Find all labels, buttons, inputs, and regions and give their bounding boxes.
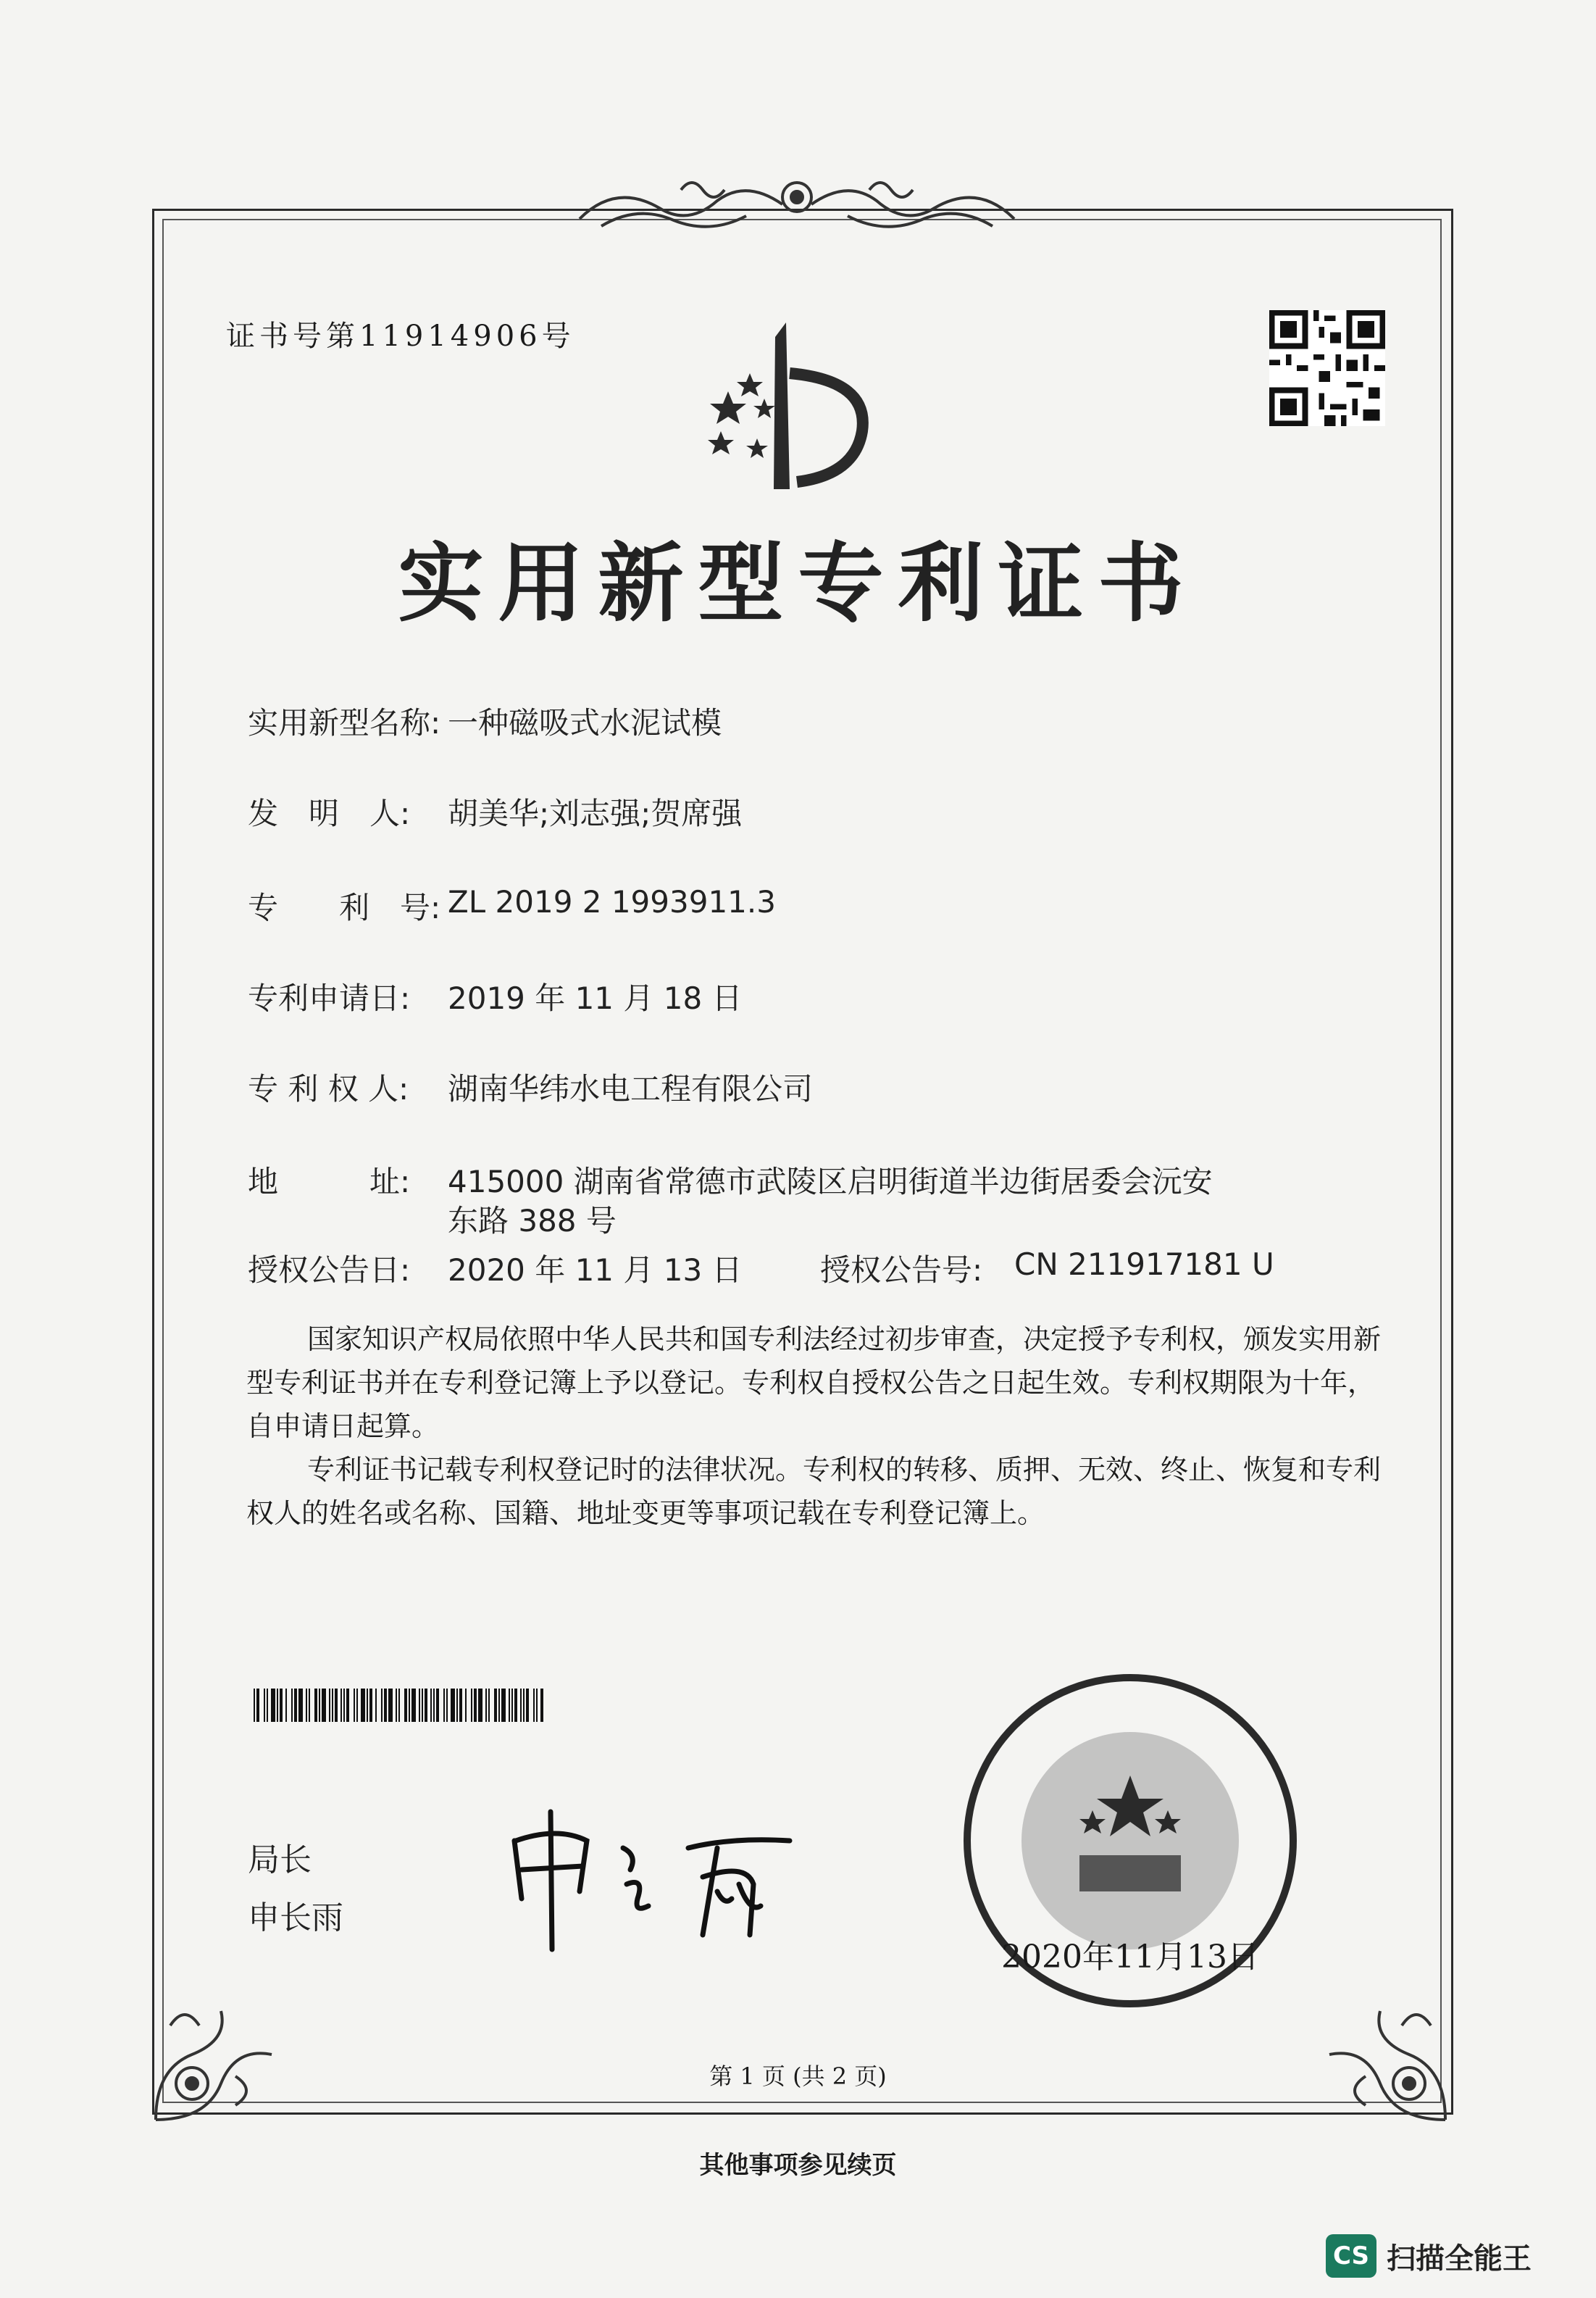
qr-code xyxy=(1269,310,1385,426)
apply-date-label: 专利申请日: xyxy=(248,981,411,1016)
inventor-label: 发 明 人: xyxy=(248,796,411,831)
signature-title: 局长 xyxy=(248,1841,312,1878)
address-line-1: 415000 湖南省常德市武陵区启明街道半边街居委会沅安 xyxy=(448,1164,1213,1199)
inventor-value: 胡美华;刘志强;贺席强 xyxy=(448,796,743,831)
handwritten-signature xyxy=(500,1797,833,1957)
announce-date-value: 2020 年 11 月 13 日 xyxy=(448,1252,743,1288)
address-line-2: 东路 388 号 xyxy=(448,1203,617,1238)
bottom-left-ornament xyxy=(141,1982,286,2127)
bottom-right-ornament xyxy=(1315,1982,1460,2127)
certificate-number: 证书号第11914906号 xyxy=(226,320,575,353)
official-seal xyxy=(956,1667,1304,2015)
holder-label: 专 利 权 人: xyxy=(248,1071,409,1107)
top-ornament xyxy=(572,168,1021,241)
holder-value: 湖南华纬水电工程有限公司 xyxy=(448,1071,814,1107)
patent-no-value: ZL 2019 2 1993911.3 xyxy=(448,884,776,920)
patent-office-emblem xyxy=(688,308,920,496)
legal-paragraph-2: 专利证书记载专利权登记时的法律状况。专利权的转移、质押、无效、终止、恢复和专利权人的姓名或名称、国籍、地址变更等事项记载在专利登记簿上。 xyxy=(246,1454,1382,1529)
barcode xyxy=(254,1689,543,1722)
signature-name: 申长雨 xyxy=(248,1899,343,1936)
apply-date-value: 2019 年 11 月 18 日 xyxy=(448,981,743,1016)
announce-date-label: 授权公告日: xyxy=(248,1252,411,1288)
name-label: 实用新型名称: xyxy=(248,705,441,741)
document-title: 实用新型专利证书 xyxy=(398,533,1198,633)
patent-no-label: 专 利 号: xyxy=(248,890,441,925)
address-label: 地 址: xyxy=(248,1164,411,1199)
seal-date: 2020年11月13日 xyxy=(1001,1939,1259,1976)
legal-paragraph-1: 国家知识产权局依照中华人民共和国专利法经过初步审查，决定授予专利权，颁发实用新型专利证书并在专利登记簿上予以登记。专利权自授权公告之日起生效。专利权期限为十年，自申请日起算。 xyxy=(246,1323,1382,1442)
page-indicator: 第 1 页 (共 2 页) xyxy=(709,2062,887,2090)
continuation-note: 其他事项参见续页 xyxy=(699,2151,897,2180)
scanner-watermark xyxy=(1326,2231,1532,2281)
announce-no-value: CN 211917181 U xyxy=(1014,1246,1274,1282)
scanner-app-icon: CS xyxy=(1326,2234,1376,2278)
name-value: 一种磁吸式水泥试模 xyxy=(448,705,722,741)
announce-no-label: 授权公告号: xyxy=(820,1252,983,1288)
scanner-app-name: 扫描全能王 xyxy=(1387,2241,1532,2276)
